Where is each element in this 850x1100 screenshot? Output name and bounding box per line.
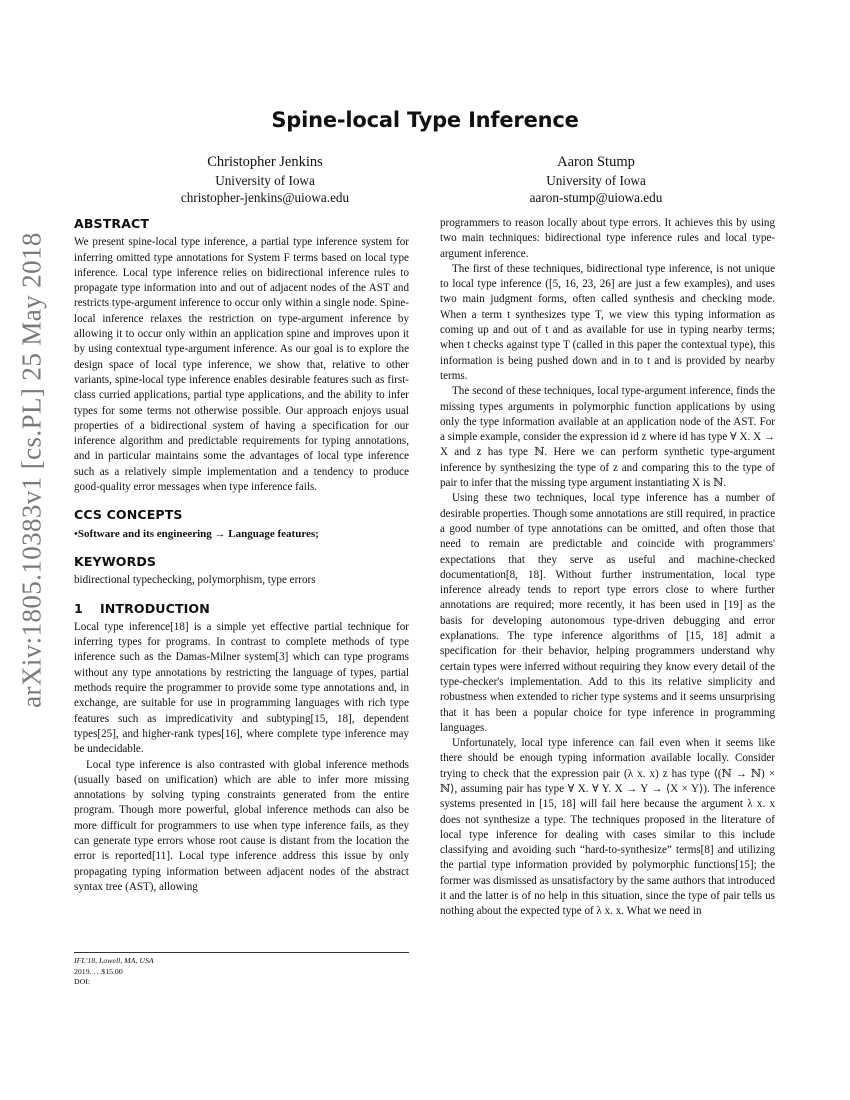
section-number: 1	[74, 600, 83, 616]
abstract-heading: ABSTRACT	[74, 216, 150, 231]
author-name: Aaron Stump	[557, 154, 635, 170]
intro-paragraph: Local type inference is also contrasted with global inference methods (usually based on unification) which are able to infer more missing annotations by solving typing constraints generated from the entire program. Though more powerful, global inference methods can also be more difficult for programmers to use when type inference fails, as they can generate type errors whose root cause is distant from the location the error is reported[11]. Local type inference address this issue by only propagating typing information between adjacent nodes of the abstract syntax tree (AST), allowing	[74, 758, 409, 893]
author-email[interactable]: christopher-jenkins@uiowa.edu	[180, 190, 350, 205]
intro-paragraph: Local type inference[18] is a simple yet effective partial technique for inferring types for programs. In contrast to complete methods of type inference such as the Damas-Milner system[3] which can type programs without any type annotations by restricting the language of types, partial methods require the programmer to provide some type annotations and, in exchange, are suitable for use in programming languages with rich type features such as impredicativity and subtyping[15, 18], dependent types[25], and higher-rank types[16], where complete type inference may be undecidable.	[74, 620, 409, 756]
ccs-heading: CCS CONCEPTS	[74, 507, 183, 523]
author-1	[115, 153, 415, 206]
arxiv-identifier-sidebar: arXiv:1805.10383v1 [cs.PL] 25 May 2018	[16, 232, 47, 708]
body-paragraph: programmers to reason locally about type errors. It achieves this by using two main techniques: bidirectional type inference rules and local type-argument inference.	[440, 217, 775, 260]
body-paragraph: Using these two techniques, local type inference has a number of desirable properties. Though some annotations are still required, in practice a good number of type annotations can be omitted, and often those that need to remain are predictable and coincide with programmers' expectations that they serve as useful and machine-checked documentation[8, 18]. Without further instrumentation, local type inference already tends to report type errors close to where further annotations are required; more recently, it has been used in [19] as the basis for developing autonomous type-driven debugging and error explanations. The type inference algorithms of [15, 18] admit a specification for their behavior, helping programmers understand why certain types were inferred without requiring they know every detail of the type-checker's implementation. Add to this its relative simplicity and robustness when extended to richer type systems and it seems unsurprising that it has been a popular choice for type inference in programming languages.	[440, 492, 775, 734]
body-paragraph: The second of these techniques, local type-argument inference, finds the missing types arguments in polymorphic function applications by using only the type information available at an application node of the AST. For a simple example, consider the expression id z where id has type ∀ X. X → X and z has type ℕ. Here we can perform synthetic type-argument inference by synthesizing the type of z and comparing this to the type of pair to infer that the missing type argument instantiating X is ℕ.	[440, 385, 775, 490]
author-email[interactable]: aaron-stump@uiowa.edu	[529, 190, 663, 205]
ccs-text: •Software and its engineering → Language features;	[74, 527, 319, 540]
right-column	[440, 216, 775, 920]
paper-title: Spine-local Type Inference	[271, 108, 579, 132]
body-paragraph: Unfortunately, local type inference can fail even when it seems like there should be enough typing information available locally. Consider trying to check that the expression pair (λ x. x) z has type ⟨(ℕ → ℕ) × ℕ⟩, assuming pair has type ∀ X. ∀ Y. X → Y → ⟨X × Y⟩). The inference systems presented in [15, 18] will fail here because the argument λ x. x does not synthesize a type. The techniques proposed in the literature of local type inference for dealing with cases similar to this include classifying and avoiding such “hard-to-synthesize” terms[8] and utilizing the partial type information provided by polymorphic functions[15]; the former was dismissed as unsatisfactory by the same authors that introduced it and the latter is of no help in this situation, since the type of pair tells us nothing about the expected type of λ x. x. What we need in	[440, 737, 775, 918]
section-title: INTRODUCTION	[100, 600, 210, 616]
author-affiliation: University of Iowa	[215, 173, 315, 188]
footnote-block	[74, 952, 409, 988]
footnote-venue: IFL'18, Lowell, MA, USA	[74, 956, 154, 965]
body-paragraph: The first of these techniques, bidirectional type inference, is not unique to local type inference ([5, 16, 23, 26] are just a few examples), and uses two main judgment forms, often called synthesis and checking mode. When a term t synthesizes type T, we view this typing information as coming up and out of t and as available for use in typing nearby terms; when t checks against type T (called in this paper the contextual type), this information is being pushed down and in to t and is provided by nearby terms.	[440, 262, 775, 382]
author-affiliation: University of Iowa	[546, 173, 646, 188]
keywords-heading: KEYWORDS	[74, 553, 157, 569]
footnote-doi: DOI:	[74, 977, 91, 986]
keywords-text: bidirectional typechecking, polymorphism, type errors	[74, 574, 316, 587]
left-column	[74, 216, 409, 895]
introduction-heading	[74, 601, 409, 616]
author-2	[446, 153, 746, 206]
footnote-year: 2019. …$15.00	[74, 966, 123, 976]
author-name: Christopher Jenkins	[207, 154, 323, 170]
abstract-text: We present spine-local type inference, a partial type inference system for inferring omitted type annotations for System F terms based on local type inference. Local type inference relies on bidirectional inference rules to propagate type information into and out of adjacent nodes of the AST and restricts type-argument inference to occur only within a single node. Spine-local inference relaxes the restriction on type-argument inference by allowing it to occur only within an application spine and improves upon it by using contextual type-argument inference. As our goal is to explore the design space of local type inference, we show that, relative to other variants, spine-local type inference enables desirable features such as first-class curried applications, partial type applications, and the ability to infer types for some terms not otherwise possible. Our approach enjoys usual properties of a bidirectional system of having a specification for our inference algorithm and predictable requirements for typing annotations, and in particular maintains some the advantages of local type inference such as a relatively simple implementation and a tendency to produce good-quality error messages when type inference fails.	[74, 236, 409, 494]
